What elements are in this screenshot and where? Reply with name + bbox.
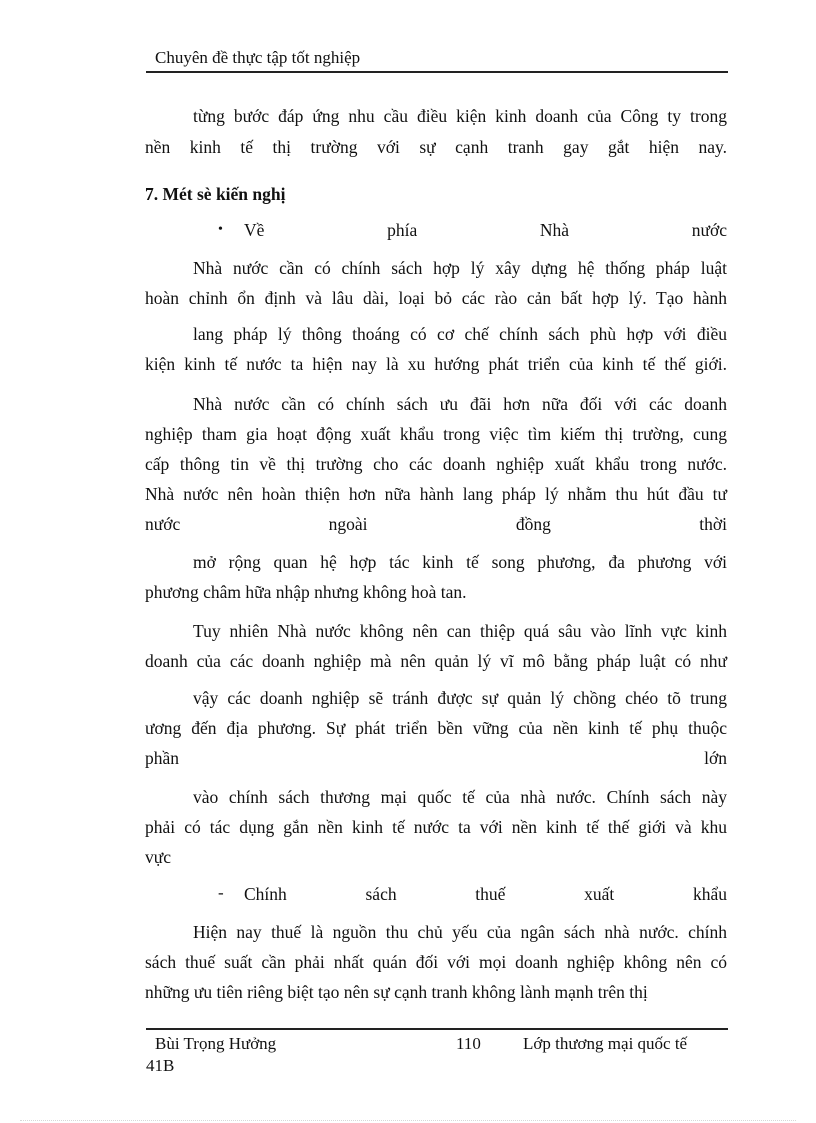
footer-class-label: Lớp thương mại quốc tế — [523, 1034, 688, 1053]
paragraph-line: lớn — [704, 748, 727, 768]
page-bottom-dotted-edge — [20, 1120, 796, 1121]
paragraph-line: vực — [145, 847, 172, 867]
paragraph-line: Hiện nay thuế là nguồn thu chủ yếu của ngân sách nhà nước. chính — [193, 922, 727, 942]
paragraph-line: nghiệp tham gia hoạt động xuất khẩu trong việc tìm kiếm thị trường, cung — [145, 424, 727, 444]
footer-class-code: 41B — [146, 1056, 175, 1075]
paragraph-line: cấp thông tin về thị trường cho các doanh nghiệp xuất khẩu trong nước. — [145, 454, 727, 474]
footer-rule — [146, 1028, 728, 1030]
paragraph-line: Tuy nhiên Nhà nước không nên can thiệp quá sâu vào lĩnh vực kinh — [193, 621, 727, 641]
paragraph-line: ương đến địa phương. Sự phát triển bền vững của nền kinh tế phụ thuộc — [145, 718, 727, 738]
paragraph-line: phần — [145, 748, 180, 768]
paragraph-line: Nhà nước cần có chính sách ưu đãi hơn nữa đối với các doanh — [193, 394, 727, 414]
section-heading: 7. Mét sè kiến nghị — [145, 184, 286, 204]
paragraph-line: từng bước đáp ứng nhu cầu điều kiện kinh doanh của Công ty trong — [193, 106, 727, 126]
dash-item: Chính sách thuế xuất khẩu — [244, 884, 727, 904]
paragraph-line: hoàn chỉnh ổn định và lâu dài, loại bỏ các rào cản bất hợp lý. Tạo hành — [145, 288, 727, 308]
paragraph-line: doanh của các doanh nghiệp mà nên quản lý vĩ mô bằng pháp luật có như — [145, 651, 727, 671]
footer-author: Bùi Trọng Hưởng — [155, 1034, 277, 1053]
paragraph-line: mở rộng quan hệ hợp tác kinh tế song phương, đa phương với — [193, 552, 727, 572]
paragraph-line: kiện kinh tế nước ta hiện nay là xu hướng phát triển của kinh tế thế giới. — [145, 354, 727, 374]
dash-marker: - — [218, 883, 224, 902]
paragraph-line: vào chính sách thương mại quốc tế của nhà nước. Chính sách này — [193, 787, 727, 807]
page-number: 110 — [456, 1034, 481, 1053]
paragraph-line: sách thuế suất cần phải nhất quán đối với mọi doanh nghiệp không nên có — [145, 952, 727, 972]
page-header-title: Chuyên đề thực tập tốt nghiệp — [155, 48, 361, 67]
paragraph-line: phải có tác dụng gắn nền kinh tế nước ta với nền kinh tế thế giới và khu — [145, 817, 727, 837]
paragraph-line: Nhà nước nên hoàn thiện hơn nữa hành lang pháp lý nhằm thu hút đầu tư — [145, 484, 727, 504]
paragraph-line: nước ngoài đồng thời — [145, 514, 727, 534]
paragraph-line: những ưu tiên riêng biệt tạo nên sự cạnh tranh không lành mạnh trên thị — [145, 982, 648, 1002]
paragraph-line: nền kinh tế thị trường với sự cạnh tranh gay gắt hiện nay. — [145, 137, 727, 157]
paragraph-line: lang pháp lý thông thoáng có cơ chế chính sách phù hợp với điều — [193, 324, 727, 344]
paragraph-line: vậy các doanh nghiệp sẽ tránh được sự quản lý chồng chéo tõ trung — [193, 688, 727, 708]
paragraph-line: phương châm hữa nhập nhưng không hoà tan. — [145, 582, 467, 602]
bullet-icon: • — [218, 222, 223, 237]
header-rule — [146, 71, 728, 73]
paragraph-line: Nhà nước cần có chính sách hợp lý xây dựng hệ thống pháp luật — [193, 258, 727, 278]
bullet-item: Về phía Nhà nước — [244, 220, 727, 240]
